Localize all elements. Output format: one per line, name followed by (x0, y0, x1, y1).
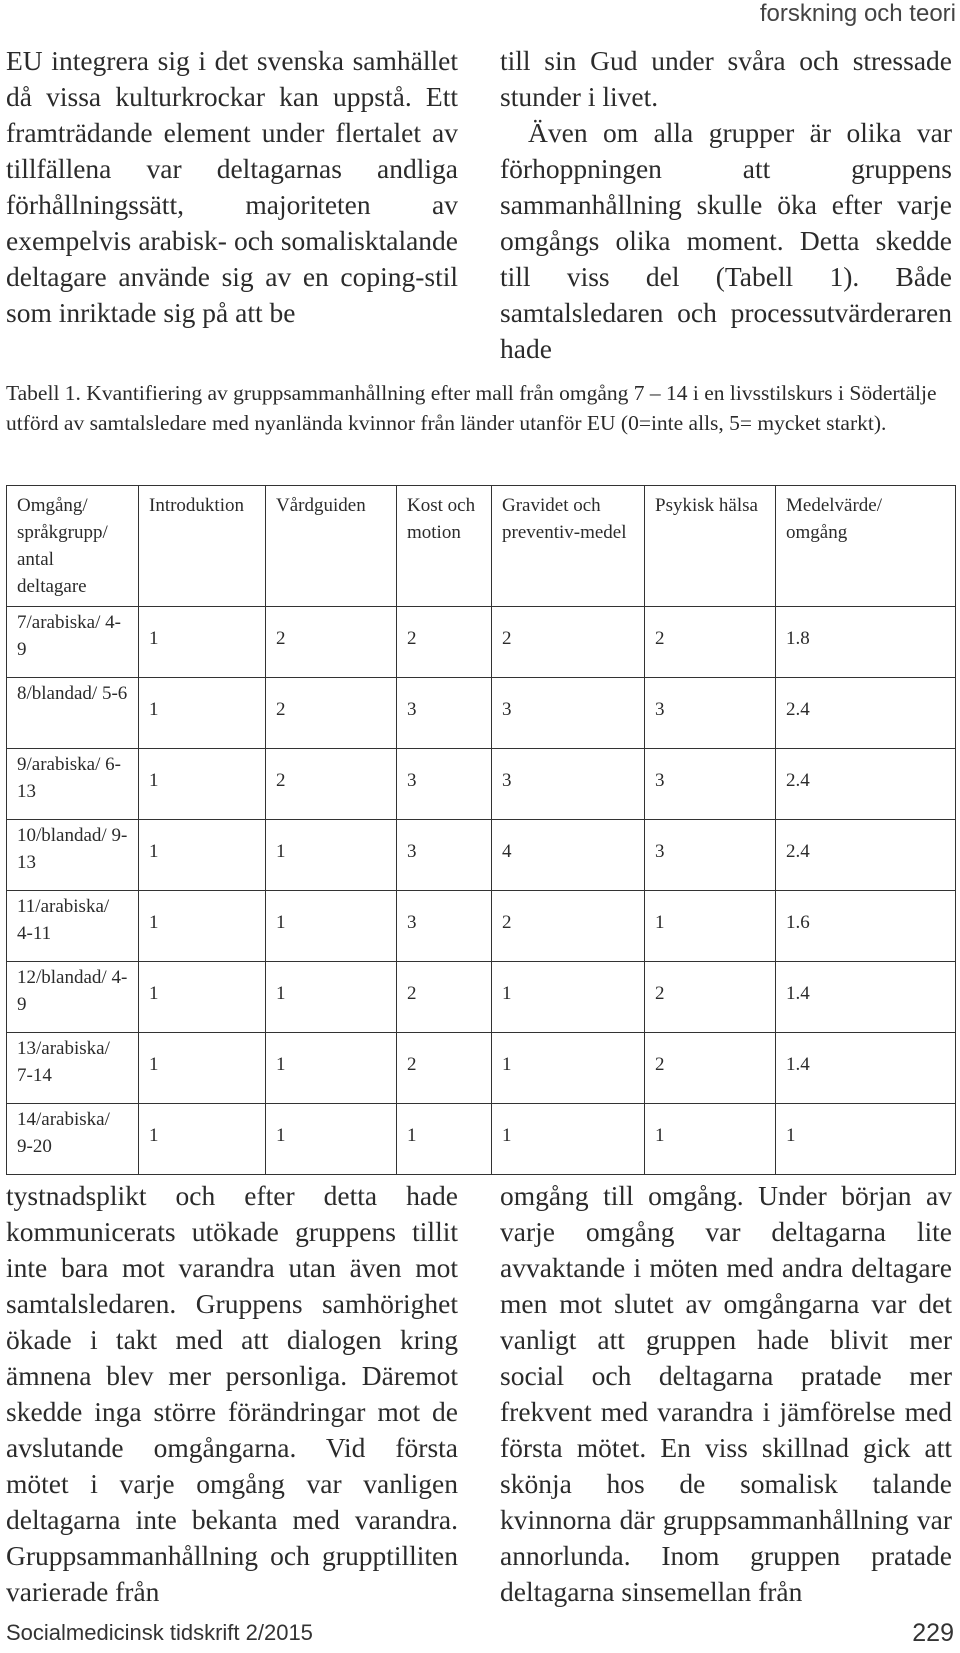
table-cell: 3 (397, 678, 492, 749)
column-header: Medelvärde/ omgång (776, 486, 956, 607)
table-cell: 1 (492, 962, 645, 1033)
table-cell: 13/arabiska/ 7-14 (7, 1033, 139, 1104)
table-cell: 3 (492, 678, 645, 749)
table-cell: 2 (266, 678, 397, 749)
table-cell: 2 (397, 962, 492, 1033)
table-row (7, 962, 956, 1033)
body-column-bottom-left (6, 1178, 458, 1610)
table-cell: 1 (266, 1033, 397, 1104)
table-cell: 1 (266, 820, 397, 891)
paragraph: omgång till omgång. Under början av varje omgång var deltagarna lite avvaktande i möten med andra deltagare men mot slutet av omgångarna var det vanligt att gruppen hade blivit mer social och deltagarna pratade mer frekvent med varandra i jämförelse med första mötet. En viss skillnad gick att skönja hos de somalisk talande kvinnorna där gruppsammanhållning var annorlunda. Inom gruppen pratade deltagarna sinsemellan från (500, 1180, 952, 1607)
table-cell: 1 (645, 1104, 776, 1175)
table-cell: 2 (492, 891, 645, 962)
table-cell: 1 (492, 1104, 645, 1175)
column-header: Introduktion (139, 486, 266, 607)
body-column-top-right (500, 43, 952, 367)
body-column-top-left (6, 43, 458, 331)
table-cell: 3 (397, 820, 492, 891)
table-cell: 2 (492, 607, 645, 678)
table-row (7, 678, 956, 749)
table-cell: 1 (139, 678, 266, 749)
paragraph: till sin Gud under svåra och stressade stunder i livet. (500, 45, 952, 112)
table-cell: 4 (492, 820, 645, 891)
table-row (7, 1104, 956, 1175)
table-cell: 2 (397, 607, 492, 678)
table-cell: 2 (645, 962, 776, 1033)
table-row (7, 607, 956, 678)
column-header: Kost och motion (397, 486, 492, 607)
table-cell: 2 (397, 1033, 492, 1104)
table-cell: 1 (266, 962, 397, 1033)
table-cell: 1.4 (776, 1033, 956, 1104)
body-column-bottom-right (500, 1178, 952, 1610)
table-cell: 8/blandad/ 5-6 (7, 678, 139, 749)
table-cell: 1 (139, 962, 266, 1033)
column-header: Vårdguiden (266, 486, 397, 607)
table-cell: 1 (645, 891, 776, 962)
column-header: Gravidet och preventiv-medel (492, 486, 645, 607)
table-cell: 2 (645, 607, 776, 678)
paragraph: Även om alla grupper är olika var förhoppningen att gruppens sammanhållning skulle öka efter varje omgångs olika moment. Detta skedde till viss del (Tabell 1). Både samtalsledaren och processutvärderaren hade (500, 117, 952, 364)
table-cell: 1.6 (776, 891, 956, 962)
table-cell: 1 (492, 1033, 645, 1104)
table-cell: 3 (645, 749, 776, 820)
table-caption: Tabell 1. Kvantifiering av gruppsammanhållning efter mall från omgång 7 – 14 i en livsstilskurs i Södertälje utförd av samtalsledare med nyanlända kvinnor från länder utanför EU (0=inte alls, 5= mycket starkt). (6, 381, 937, 435)
table-cell: 1 (139, 749, 266, 820)
table-cell: 2.4 (776, 678, 956, 749)
table-cell: 2 (266, 607, 397, 678)
column-header: Omgång/ språkgrupp/ antal deltagare (7, 486, 139, 607)
table-cell: 11/arabiska/ 4-11 (7, 891, 139, 962)
table-row (7, 749, 956, 820)
table-cell: 3 (397, 749, 492, 820)
journal-footer: Socialmedicinsk tidskrift 2/2015 (6, 1620, 313, 1645)
table-header-row (7, 486, 956, 607)
table-cell: 1 (139, 820, 266, 891)
data-table (6, 485, 956, 1175)
table-row (7, 820, 956, 891)
table-cell: 3 (645, 820, 776, 891)
table-cell: 1.4 (776, 962, 956, 1033)
table-cell: 1 (139, 891, 266, 962)
paragraph: EU integrera sig i det svenska samhället då vissa kulturkrockar kan uppstå. Ett framträdande element under flertalet av tillfällena var deltagarnas andliga förhållningssätt, majoriteten av exempelvis arabisk- och somalisktalande deltagare använde sig av en coping-stil som inriktade sig på att be (6, 45, 458, 328)
table-cell: 9/arabiska/ 6-13 (7, 749, 139, 820)
table-cell: 3 (492, 749, 645, 820)
page-number: 229 (912, 1619, 954, 1647)
table-cell: 1.8 (776, 607, 956, 678)
table-cell: 7/arabiska/ 4-9 (7, 607, 139, 678)
table-cell: 1 (139, 607, 266, 678)
table-cell: 1 (139, 1104, 266, 1175)
table-cell: 12/blandad/ 4-9 (7, 962, 139, 1033)
table-cell: 1 (139, 1033, 266, 1104)
table-cell: 2.4 (776, 749, 956, 820)
table-cell: 1 (266, 891, 397, 962)
table-row (7, 891, 956, 962)
table-cell: 3 (645, 678, 776, 749)
paragraph: tystnadsplikt och efter detta hade kommunicerats utökade gruppens tillit inte bara mot varandra utan även mot samtalsledaren. Gruppens samhörighet ökade i takt med att dialogen kring ämnena blev mer personliga. Däremot skedde inga större förändringar mot de avslutande omgångarna. Vid första mötet i varje omgång var vanligen deltagarna inte bekanta med varandra. Gruppsammanhållning och grupptilliten varierade från (6, 1180, 458, 1607)
table-cell: 1 (776, 1104, 956, 1175)
table-cell: 10/blandad/ 9-13 (7, 820, 139, 891)
table-row (7, 1033, 956, 1104)
table-cell: 3 (397, 891, 492, 962)
table-cell: 2 (645, 1033, 776, 1104)
table-cell: 1 (266, 1104, 397, 1175)
table-cell: 1 (397, 1104, 492, 1175)
table-cell: 14/arabiska/ 9-20 (7, 1104, 139, 1175)
section-header: forskning och teori (759, 0, 956, 27)
table-cell: 2.4 (776, 820, 956, 891)
table-cell: 2 (266, 749, 397, 820)
column-header: Psykisk hälsa (645, 486, 776, 607)
